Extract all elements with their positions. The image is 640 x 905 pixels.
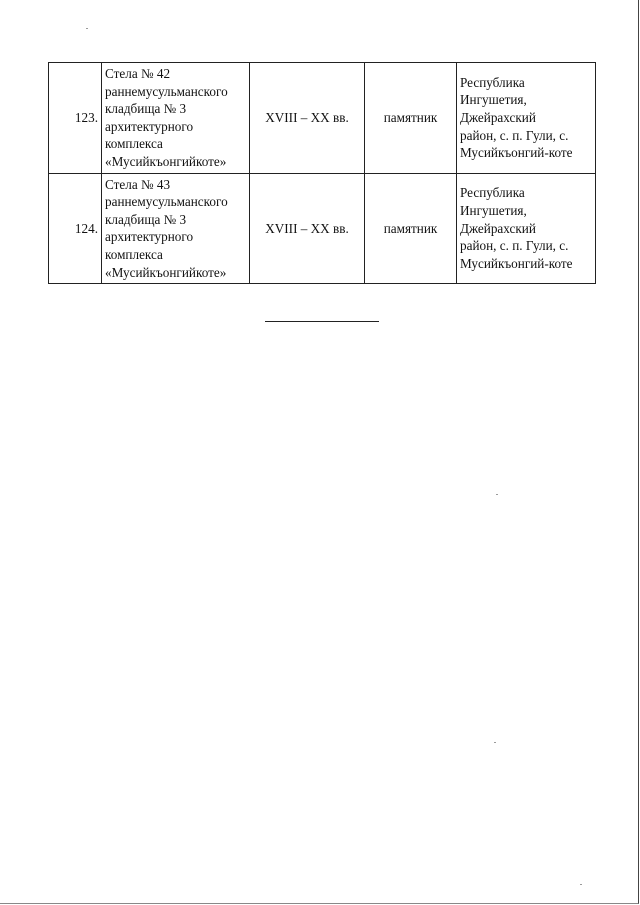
monument-name-line: кладбища № 3 (105, 101, 187, 117)
monument-location-line: район, с. п. Гули, с. (460, 238, 569, 254)
scan-speck (580, 884, 582, 885)
monument-location-line: Мусийкъонгий-коте (460, 255, 573, 271)
table-row (49, 173, 596, 284)
monument-name-line: архитектурного (105, 118, 194, 134)
monument-location-line: район, с. п. Гули, с. (460, 127, 569, 143)
monument-location-line: Джейрахский (460, 220, 536, 236)
scan-speck (494, 742, 496, 743)
monument-name-line: Стела № 42 (105, 66, 171, 81)
monument-name-line: Стела № 43 (105, 176, 171, 192)
monument-location-line: Республика (460, 74, 525, 90)
monument-name-line: комплекса (105, 136, 163, 152)
monument-category: памятник (365, 173, 457, 284)
monument-name-line: архитектурного (105, 229, 194, 245)
monument-name-line: кладбища № 3 (105, 211, 187, 227)
monument-location-line: Республика (460, 185, 525, 201)
monument-location-line: Ингушетия, (460, 202, 527, 218)
monument-name (102, 173, 250, 284)
end-of-document-rule (265, 321, 379, 322)
monument-period: XVIII – XX вв. (250, 173, 365, 284)
monument-location-line: Джейрахский (460, 109, 536, 125)
monument-location-line: Ингушетия, (460, 92, 527, 108)
table-row (49, 63, 596, 174)
monument-name-line: раннемусульманского (105, 83, 228, 99)
monuments-table (48, 62, 596, 284)
monument-name (102, 63, 250, 174)
monument-period: XVIII – XX вв. (250, 63, 365, 174)
monument-name-line: «Мусийкъонгийкоте» (105, 264, 227, 280)
monument-location (457, 63, 596, 174)
monument-category: памятник (365, 63, 457, 174)
monument-name-line: «Мусийкъонгийкоте» (105, 153, 227, 169)
monument-location (457, 173, 596, 284)
row-number: 124. (49, 173, 102, 284)
row-number: 123. (49, 63, 102, 174)
monument-name-line: комплекса (105, 246, 163, 262)
monument-name-line: раннемусульманского (105, 194, 228, 210)
monument-location-line: Мусийкъонгий-коте (460, 145, 573, 161)
scan-speck (86, 28, 88, 29)
scan-speck (496, 494, 498, 495)
